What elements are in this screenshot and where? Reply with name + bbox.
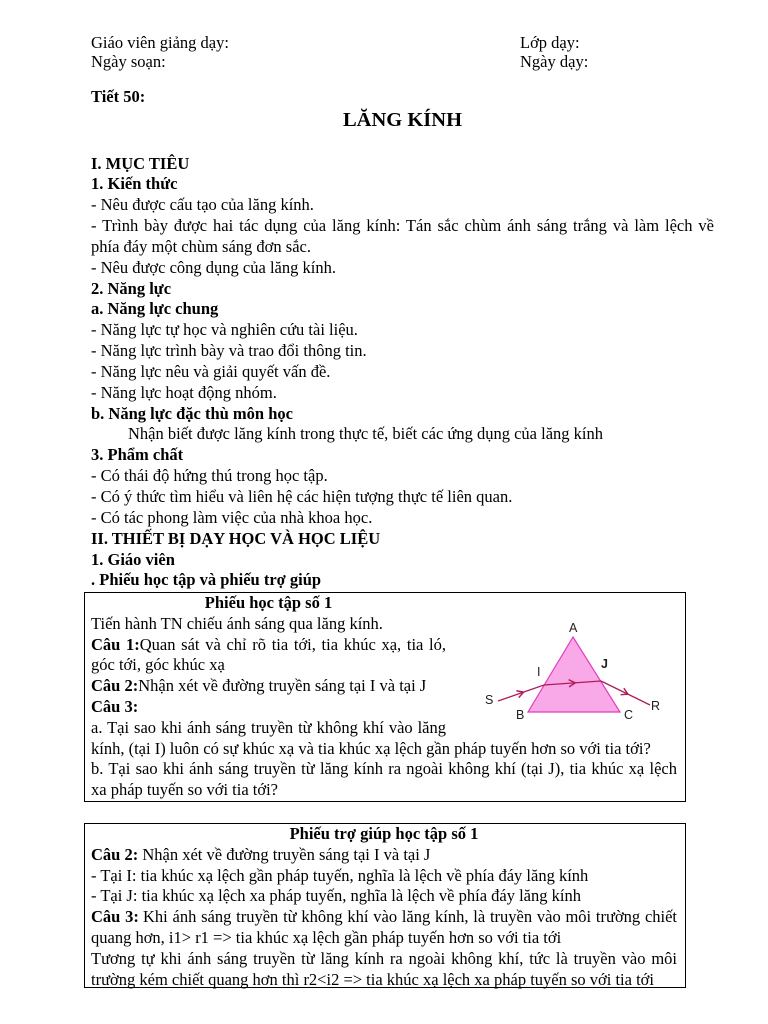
- class-label: Lớp dạy:: [520, 33, 580, 52]
- question-text: Nhận xét về đường truyền sáng tại I và tại J: [142, 844, 431, 864]
- subheading-worksheets: . Phiếu học tập và phiếu trợ giúp: [91, 570, 322, 590]
- prism-triangle: [528, 637, 620, 712]
- label-vertex-a: A: [569, 621, 578, 635]
- question-label: Câu 2:: [91, 844, 139, 864]
- subheading-teacher: 1. Giáo viên: [91, 549, 175, 569]
- worksheet-question-3-line: a. Tại sao khi ánh sáng truyền từ không khí vào lăng: [91, 717, 446, 737]
- hint-sheet-box: [84, 823, 686, 988]
- label-point-s: S: [485, 693, 494, 707]
- hint-answer-line: - Tại I: tia khúc xạ lệch gần pháp tuyến, nghĩa là lệch về phía đáy lăng kính: [91, 865, 589, 885]
- subheading-general-competency: a. Năng lực chung: [91, 299, 219, 319]
- hint-answer-line: quang hơn, i1> r1 => tia khúc xạ lệch gần pháp tuyến hơn so với tia tới: [91, 927, 562, 947]
- worksheet-question-3-label: Câu 3:: [91, 696, 139, 716]
- hint-sheet-title: Phiếu trợ giúp học tập số 1: [289, 824, 479, 843]
- worksheet-question-1-continued: góc tới, góc khúc xạ: [91, 655, 225, 675]
- prep-date-label: Ngày soạn:: [91, 52, 166, 71]
- worksheet-question-3-line: b. Tại sao khi ánh sáng truyền từ lăng kính ra ngoài không khí (tại J), tia khúc xạ lệch: [91, 759, 677, 779]
- hint-answer-line: - Tại J: tia khúc xạ lệch xa pháp tuyến, nghĩa là lệch về phía đáy lăng kính: [91, 886, 581, 906]
- prism-diagram: [480, 615, 670, 725]
- subheading-specific-competency: b. Năng lực đặc thù môn học: [91, 403, 293, 423]
- hint-question-2: [91, 845, 677, 866]
- question-label: Câu 3:: [91, 907, 139, 927]
- competency-item: - Năng lực tự học và nghiên cứu tài liệu.: [91, 320, 358, 340]
- worksheet-title: Phiếu học tập số 1: [204, 593, 333, 612]
- page-title: LĂNG KÍNH: [342, 109, 463, 131]
- section-heading-equipment: II. THIẾT BỊ DẠY HỌC VÀ HỌC LIỆU: [91, 528, 381, 548]
- knowledge-item: - Nêu được cấu tạo của lăng kính.: [91, 195, 314, 215]
- worksheet-question-3-line: xa pháp tuyến so với tia tới?: [91, 780, 278, 800]
- worksheet-question-1: [91, 635, 446, 656]
- competency-item: - Năng lực hoạt động nhóm.: [91, 382, 277, 402]
- quality-item: - Có ý thức tìm hiểu và liên hệ các hiện tượng thực tế liên quan.: [91, 487, 513, 506]
- hint-answer-line: trường kém chiết quang hơn thì r2<i2 => tia khúc xạ lệch xa pháp tuyến so với tia tới: [91, 969, 654, 989]
- label-vertex-b: B: [516, 708, 525, 722]
- subheading-qualities: 3. Phẩm chất: [91, 445, 184, 465]
- knowledge-item: - Nêu được công dụng của lăng kính.: [91, 257, 336, 277]
- section-heading-objectives: I. MỤC TIÊU: [91, 153, 190, 173]
- question-text: Quan sát và chỉ rõ tia tới, tia khúc xạ, tia ló,: [139, 634, 446, 654]
- quality-item: - Có thái độ hứng thú trong học tập.: [91, 466, 328, 486]
- question-label: Câu 1:: [91, 634, 140, 654]
- document-header: [91, 33, 714, 73]
- question-text: Khi ánh sáng truyền từ không khí vào lăng kính, là truyền vào môi trường chiết: [143, 907, 678, 927]
- competency-item: - Năng lực nêu và giải quyết vấn đề.: [91, 361, 331, 381]
- document-body: [91, 154, 714, 592]
- question-text: Nhận xét về đường truyền sáng tại I và tại J: [138, 676, 427, 696]
- teacher-label: Giáo viên giảng dạy:: [91, 33, 229, 52]
- specific-competency-text: Nhận biết được lăng kính trong thực tế, biết các ứng dụng của lăng kính: [128, 424, 603, 444]
- label-point-j: J: [601, 657, 608, 671]
- subheading-knowledge: 1. Kiến thức: [91, 174, 178, 194]
- hint-question-3: [91, 907, 677, 928]
- label-vertex-c: C: [624, 708, 634, 722]
- quality-item: - Có tác phong làm việc của nhà khoa học.: [91, 507, 373, 527]
- label-point-i: I: [537, 665, 541, 679]
- hint-answer-line: Tương tự khi ánh sáng truyền từ lăng kính ra ngoài không khí, tức là truyền vào môi: [91, 948, 677, 968]
- teach-date-label: Ngày dạy:: [520, 52, 589, 71]
- subheading-competency: 2. Năng lực: [91, 278, 172, 298]
- worksheet-question-3-line: kính, (tại I) luôn có sự khúc xạ và tia khúc xạ lệch gần pháp tuyến hơn so với tia tới?: [91, 738, 651, 758]
- competency-item: - Năng lực trình bày và trao đổi thông tin.: [91, 341, 367, 361]
- question-label: Câu 2:: [91, 676, 139, 696]
- knowledge-item: - Trình bày được hai tác dụng của lăng kính: Tán sắc chùm ánh sáng trắng và làm lệch về: [91, 216, 714, 236]
- knowledge-item-continued: phía đáy một chùm sáng đơn sắc.: [91, 236, 311, 256]
- label-point-r: R: [651, 699, 661, 713]
- lesson-number: Tiết 50:: [91, 87, 146, 106]
- worksheet-intro: Tiến hành TN chiếu ánh sáng qua lăng kính.: [91, 613, 383, 633]
